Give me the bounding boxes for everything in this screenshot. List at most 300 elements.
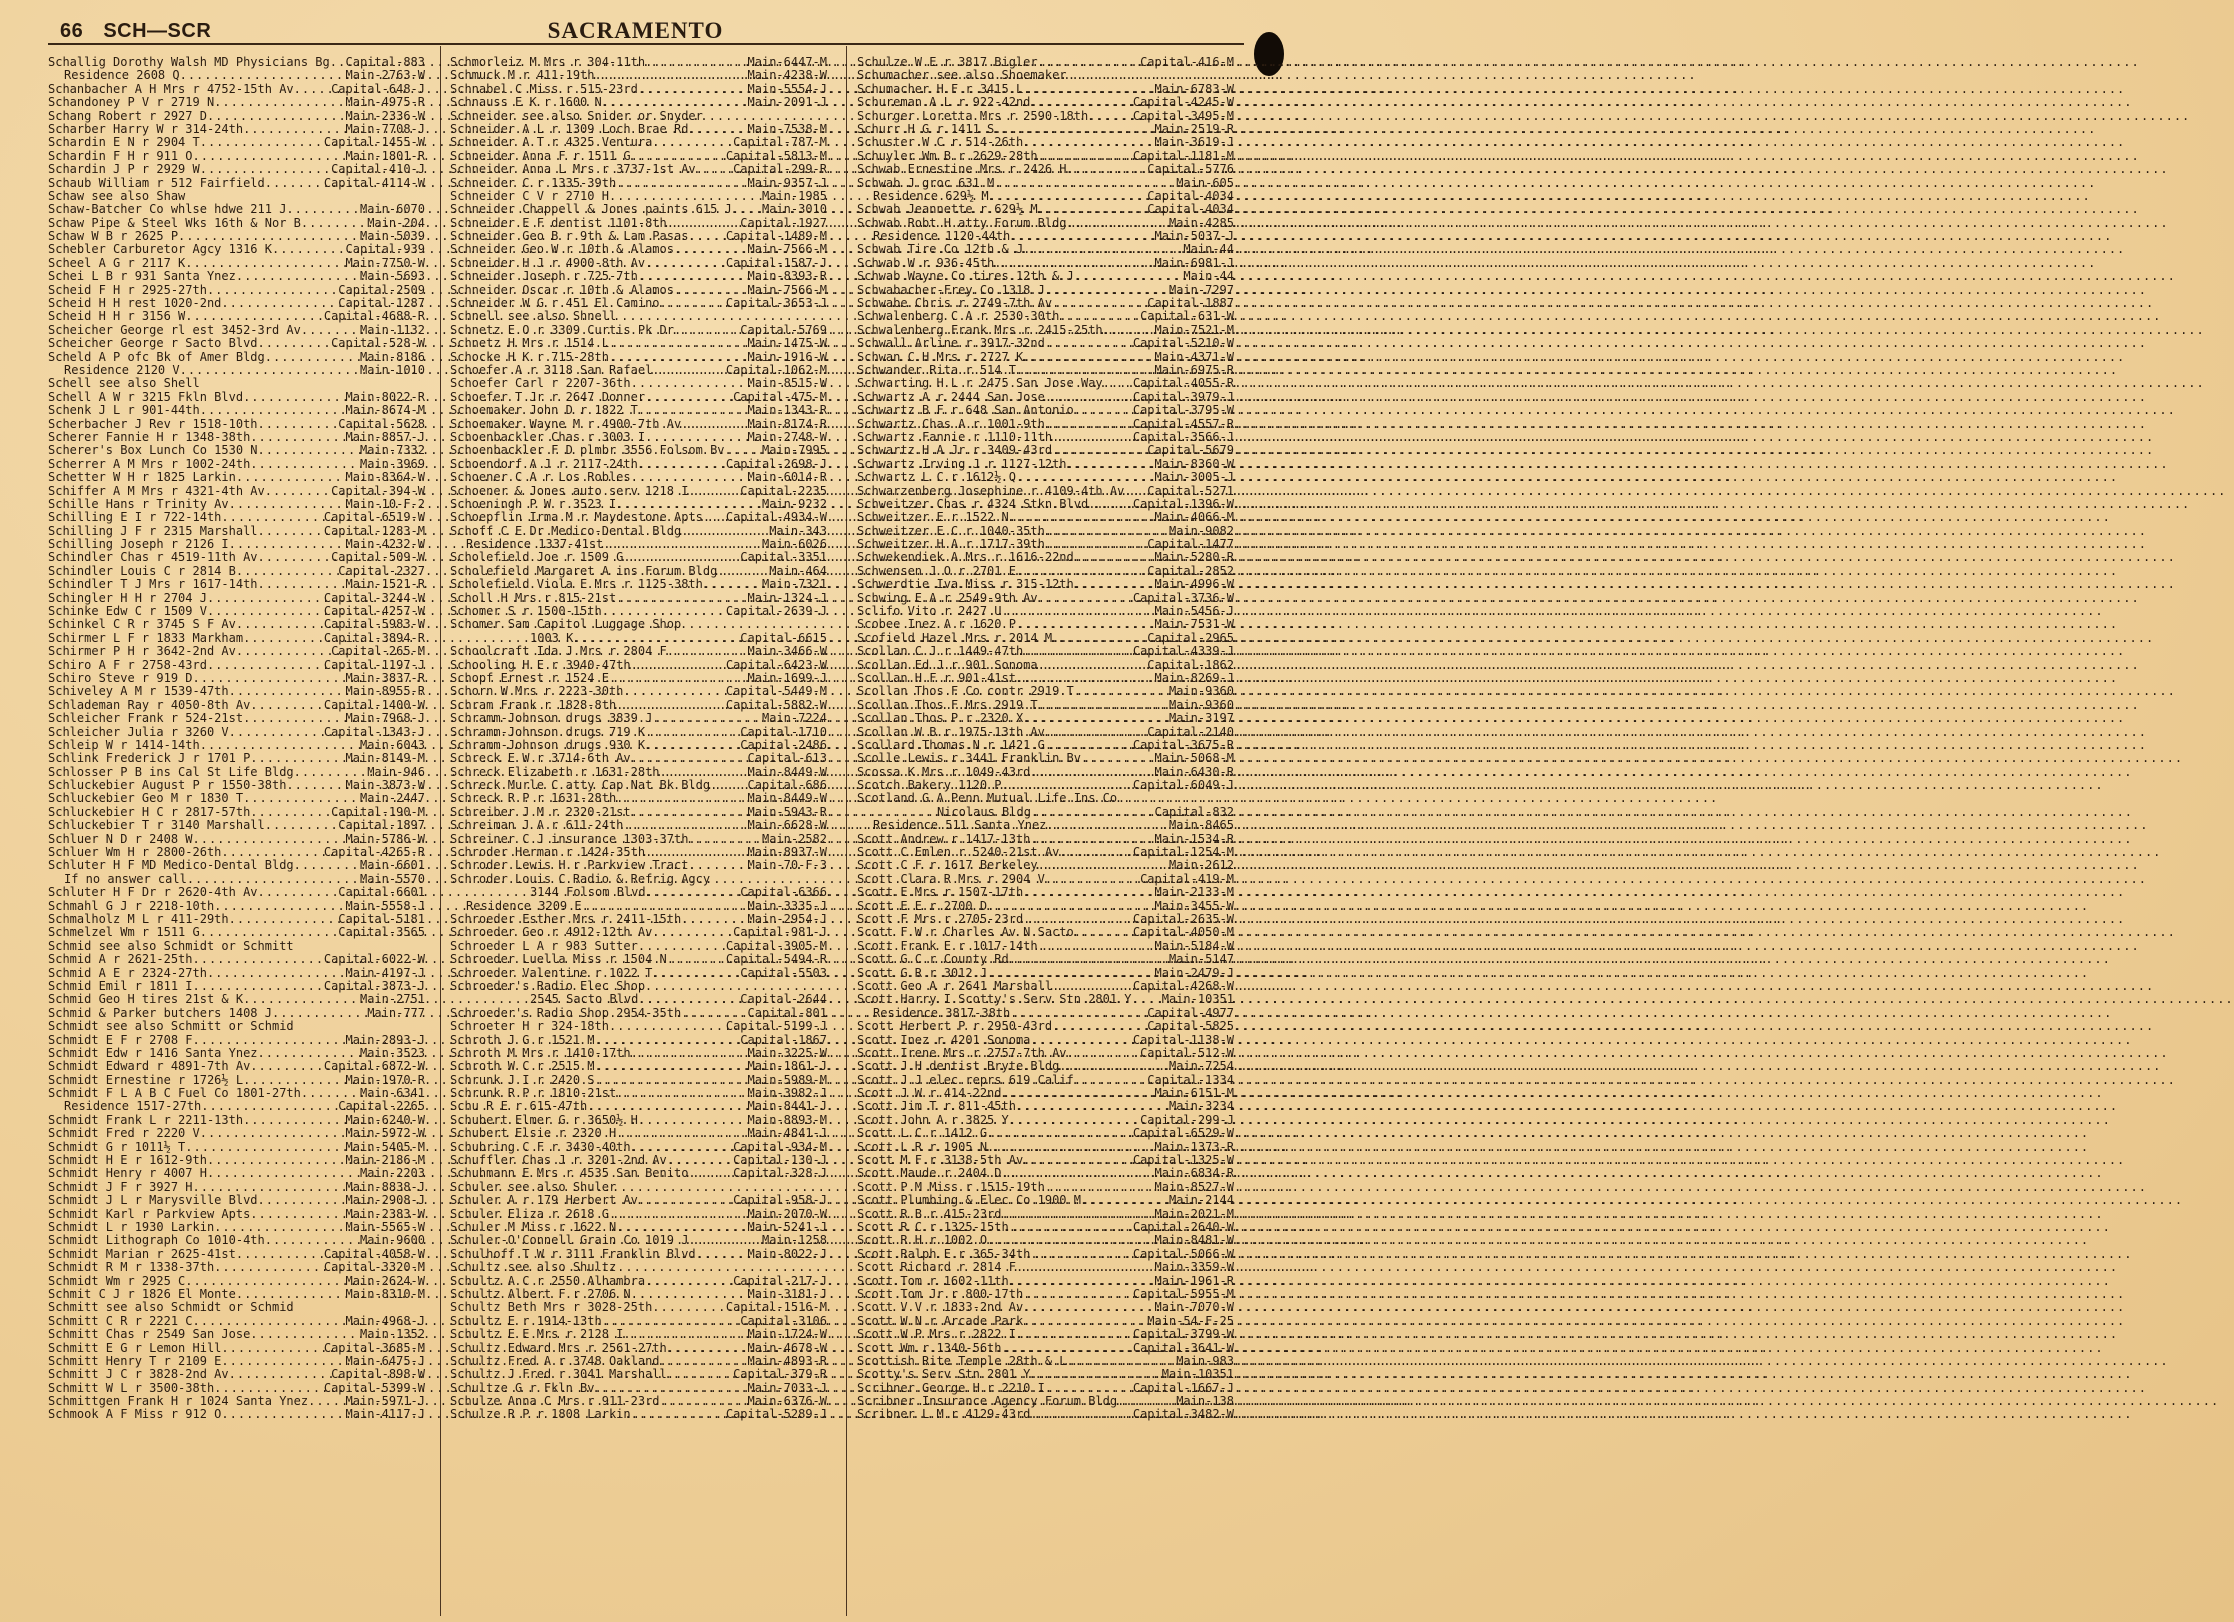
directory-entry <box>857 1368 1234 1381</box>
leader-dots <box>178 230 360 243</box>
directory-entry <box>48 1395 425 1408</box>
listing-name: Schang Robert r 2927 D <box>48 108 207 123</box>
listing-name: Scott Frank E r 1017-14th <box>857 938 1038 953</box>
directory-entry <box>857 1034 1234 1047</box>
listing-name: Schanbacher A H Mrs r 4752-15th Av <box>48 81 294 96</box>
leader-dots <box>602 605 726 618</box>
directory-entry <box>48 284 425 297</box>
leader-dots <box>180 364 360 377</box>
directory-entry <box>450 284 827 297</box>
leader-dots <box>193 1034 346 1047</box>
directory-entry <box>450 1261 827 1274</box>
leader-dots <box>1023 913 1133 926</box>
phone-number: Capital-5882-W <box>725 697 827 712</box>
phone-number: Capital-4058-W <box>323 1246 425 1261</box>
phone-number: Main-10351 <box>1161 1367 1234 1382</box>
directory-entry <box>48 685 425 698</box>
leader-dots <box>645 56 747 69</box>
leader-dots <box>229 498 346 511</box>
phone-number: Main-8364-W <box>345 470 425 485</box>
phone-number: Main-2763-W <box>345 68 425 83</box>
leader-dots <box>631 377 748 390</box>
leader-dots <box>214 1261 324 1274</box>
leader-dots <box>1023 1154 1133 1167</box>
listing-name: Schneider W G r 451 El Camino <box>450 296 660 311</box>
leader-dots <box>207 1154 346 1167</box>
phone-number: Main-2479-J <box>1154 965 1234 980</box>
phone-number: Main-1961-R <box>1154 1273 1234 1288</box>
listing-name: Schneider Joseph r 725-7th <box>450 269 638 284</box>
directory-entry <box>450 565 827 578</box>
leader-dots <box>595 1060 748 1073</box>
listing-name: Schmidt H E r 1612-9th <box>48 1153 207 1168</box>
listing-name: Schneider Oscar r 10th & Alamos <box>450 282 674 297</box>
phone-number: Capital-1897 <box>338 818 425 833</box>
directory-entry <box>450 110 827 123</box>
directory-entry <box>450 163 827 176</box>
directory-entry <box>450 752 827 765</box>
phone-number: Main-7321 <box>761 577 827 592</box>
leader-dots <box>236 565 338 578</box>
listing-name: Schwab Jeannette r 629½ M <box>857 202 1038 217</box>
directory-entry <box>857 498 1234 511</box>
listing-name: Schluter H F Dr r 2620-4th Av <box>48 885 258 900</box>
directory-entry <box>857 1315 1234 1328</box>
leader-dots <box>987 900 1154 913</box>
directory-entry <box>857 1382 1234 1395</box>
directory-entry <box>48 1141 425 1154</box>
leader-dots <box>272 1007 367 1020</box>
directory-entry <box>450 177 827 190</box>
directory-entry <box>857 726 1234 739</box>
listing-name: Scheld A P ofc Bk of Amer Bldg <box>48 349 265 364</box>
listing-name: Schroder Herman r 1424-35th <box>450 845 646 860</box>
leader-dots <box>185 1141 345 1154</box>
listing-name: Schuler see also Shuler <box>450 1179 617 1194</box>
leader-dots <box>200 1127 346 1140</box>
listing-name: Schluckebier T r 3140 Marshall <box>48 818 265 833</box>
listing-name: Scott Plumbing & Elec Co 1900 M <box>857 1193 1081 1208</box>
listing-name: Scherer's Box Lunch Co 1530 N <box>48 443 258 458</box>
phone-number: Main-8149-M <box>345 751 425 766</box>
listing-name: Schmid Emil r 1811 I <box>48 978 193 993</box>
leader-dots <box>616 1087 747 1100</box>
phone-number: Capital-5679 <box>1147 443 1234 458</box>
listing-name: Schmid A E r 2324-27th <box>48 965 207 980</box>
listing-name: Schardin J P r 2929 W <box>48 162 200 177</box>
listing-name: Scott M F r 3138-5th Av <box>857 1153 1024 1168</box>
directory-entry <box>48 605 425 618</box>
listing-name: Schwab Tire Co 12th & J <box>857 242 1024 257</box>
phone-number: Capital-3799-W <box>1132 1327 1234 1342</box>
leader-dots <box>1045 1382 1133 1395</box>
phone-number: Capital-801 <box>747 1005 827 1020</box>
listing-name: Schindler Chas r 4519-11th Av <box>48 550 258 565</box>
listing-name: Schiro A F r 2758-43rd <box>48 657 207 672</box>
listing-name: Schultz see also Shultz <box>450 1260 617 1275</box>
directory-entry <box>48 163 425 176</box>
phone-number: Main-8527-W <box>1154 1179 1234 1194</box>
listing-name: Scholl H Mrs r 815-21st <box>450 590 617 605</box>
phone-number: Main-4975-R <box>345 95 425 110</box>
leader-dots <box>1045 525 1169 538</box>
listing-name: Residence 3209 E <box>466 898 582 913</box>
directory-entry <box>450 1034 827 1047</box>
listing-name: Residence 1337-41st <box>466 537 604 552</box>
listing-name: Schramm-Johnson drugs 719 K <box>450 724 646 739</box>
directory-entry <box>857 404 1234 417</box>
phone-number: Capital-4114-W <box>323 175 425 190</box>
leader-dots <box>631 1141 733 1154</box>
listing-name: Scott G C r County Rd <box>857 952 1009 967</box>
phone-number: Main-7995 <box>761 443 827 458</box>
leader-dots <box>294 766 368 779</box>
listing-name: Scott F Mrs r 2705-23rd <box>857 912 1024 926</box>
leader-dots <box>1038 940 1155 953</box>
phone-number: Main-8838-J <box>345 1179 425 1194</box>
directory-entry <box>450 913 827 926</box>
listing-name: Schmitt Chas r 2549 San Jose <box>48 1327 251 1342</box>
leader-dots <box>250 1208 345 1221</box>
phone-number: Capital-3351 <box>740 550 827 565</box>
leader-dots <box>638 404 748 417</box>
phone-number: Main-8449-W <box>747 764 827 779</box>
leader-dots <box>688 833 762 846</box>
listing-name: Schluckebier H C r 2817-57th <box>48 804 251 819</box>
leader-dots <box>200 136 324 149</box>
directory-entry <box>857 1167 1234 1180</box>
leader-dots <box>200 163 331 176</box>
listing-name: Schreck Murle C atty Cap Nat Bk Bldg <box>450 778 711 793</box>
listing-name: Schoefer T Jr r 2647 Donner <box>450 389 646 404</box>
listing-name: Schroth M Mrs r 1410-17th <box>450 1045 631 1060</box>
leader-dots <box>631 752 748 765</box>
directory-entry <box>450 1368 827 1381</box>
leader-dots <box>1009 1275 1155 1288</box>
phone-number: Main-5241-J <box>747 1219 827 1234</box>
leader-dots <box>1045 284 1169 297</box>
leader-dots <box>645 726 740 739</box>
leader-dots <box>1016 1328 1133 1341</box>
phone-number: Main-5570 <box>359 871 425 886</box>
leader-dots <box>258 525 324 538</box>
leader-dots <box>1074 270 1184 283</box>
directory-entry <box>450 1141 827 1154</box>
listing-name: Schiro Steve r 919 D <box>48 670 193 685</box>
listing-name: Schwalenberg C A r 2530-30th <box>857 309 1060 324</box>
directory-entry <box>450 645 827 658</box>
listing-name: Schorn W Mrs r 2223-30th <box>450 684 624 699</box>
phone-number: Main-7070-W <box>1154 1300 1234 1315</box>
leader-dots <box>638 83 748 96</box>
directory-entry <box>857 846 1234 859</box>
directory-entry <box>857 953 1234 966</box>
directory-entry <box>857 485 1234 498</box>
directory-entry <box>450 940 827 953</box>
phone-number: Main-777 <box>367 1005 425 1020</box>
phone-number: Main-3225-W <box>747 1045 827 1060</box>
listing-name: Schultz Edward Mrs r 2561-27th <box>450 1340 667 1355</box>
directory-entry <box>450 1288 827 1301</box>
phone-number: Main-8481-W <box>1154 1233 1234 1248</box>
directory-entry <box>450 310 827 323</box>
directory-entry <box>857 1007 1234 1020</box>
directory-entry <box>48 1127 425 1140</box>
listing-name: Scollan W B r 1975-13th Av <box>857 724 1045 739</box>
phone-number: Main-7538-M <box>747 121 827 136</box>
leader-dots <box>1016 471 1155 484</box>
directory-entry <box>450 270 827 283</box>
directory-entry <box>857 886 1234 899</box>
listing-name: Scott F W r Charles Av N Sacto <box>857 925 1074 940</box>
leader-dots <box>250 431 345 444</box>
leader-dots <box>703 511 726 524</box>
phone-number: Capital-3653-J <box>725 296 827 311</box>
phone-number: Main-6026 <box>761 537 827 552</box>
directory-entry <box>48 177 425 190</box>
leader-dots <box>1074 551 1155 564</box>
phone-number: Main-1985 <box>761 188 827 203</box>
listing-name: Schoemaker Wayne M r 4900-7th Av <box>450 416 682 431</box>
directory-entry <box>48 243 425 256</box>
phone-number: Main-1324-J <box>747 590 827 605</box>
listing-name: Scott Tom Jr r 800-17th <box>857 1286 1024 1301</box>
phone-number: Main-10-F-2 <box>345 496 425 511</box>
leader-dots <box>250 699 324 712</box>
listing-name: Schille Hans r Trinity Av <box>48 496 229 511</box>
phone-number: Capital-1138-W <box>1132 1032 1234 1047</box>
phone-number: Capital-3795-W <box>1132 403 1234 418</box>
phone-number: Capital-832 <box>1154 804 1234 819</box>
leader-dots <box>1023 1301 1154 1314</box>
leader-dots <box>1016 618 1155 631</box>
listing-name: Schroeter H r 324-18th <box>450 1019 609 1034</box>
listing-name: Schmitt see also Schmidt or Schmid <box>48 1300 294 1315</box>
phone-number: Capital-2852 <box>1147 563 1234 578</box>
listing-name: Scheid F H r 2925-27th <box>48 282 207 297</box>
phone-number: Main-5280-R <box>1154 550 1234 565</box>
phone-number: Main-5943-R <box>747 804 827 819</box>
listing-name: Schmidt G r 1011½ T <box>48 1139 186 1154</box>
phone-number: Main-2751 <box>359 992 425 1007</box>
directory-entry <box>857 1154 1234 1167</box>
phone-number: Capital-6423-W <box>725 657 827 672</box>
directory-entry <box>450 1047 827 1060</box>
phone-number: Main-1521-R <box>345 577 425 592</box>
phone-number: Main-605 <box>1176 175 1234 190</box>
directory-entry <box>857 1127 1234 1140</box>
leader-dots <box>243 792 360 805</box>
leader-dots <box>1023 1315 1147 1328</box>
phone-number: Capital-981-J <box>733 925 827 940</box>
phone-number: Capital-6872-W <box>323 1059 425 1074</box>
phone-number: Capital-3565 <box>338 925 425 940</box>
leader-dots <box>286 779 345 792</box>
phone-number: Main-4893-R <box>747 1353 827 1368</box>
listing-name: Schroth W C r 2515 M <box>450 1059 595 1074</box>
phone-number: Capital-5181 <box>338 912 425 926</box>
listing-name: Schroth J G r 1521 M <box>450 1032 595 1047</box>
leader-dots <box>1023 886 1154 899</box>
phone-number: Main-44 <box>1183 242 1234 257</box>
directory-entry <box>48 498 425 511</box>
directory-entry <box>48 766 425 779</box>
leader-dots <box>1059 846 1133 859</box>
listing-name: Schlosser P B ins Cal St Life Bldg <box>48 764 294 779</box>
listing-name: Schroeder Luella Miss r 1504 N <box>450 952 667 967</box>
leader-dots <box>587 1100 747 1113</box>
directory-entry <box>450 672 827 685</box>
directory-entry <box>450 1007 827 1020</box>
directory-entry <box>48 578 425 591</box>
phone-number: Capital-3106 <box>740 1313 827 1328</box>
phone-number: Capital-1343-J <box>323 724 425 739</box>
phone-number: Main-3619-J <box>1154 135 1234 150</box>
directory-entry <box>450 699 827 712</box>
directory-entry <box>48 1288 425 1301</box>
phone-number: Capital-934-M <box>733 1139 827 1154</box>
directory-entry <box>857 672 1234 685</box>
directory-entry <box>857 284 1234 297</box>
listing-name: Schoemaker John D r 1822 T <box>450 403 638 418</box>
leader-dots <box>645 1275 733 1288</box>
phone-number: Main-2893-J <box>345 1032 425 1047</box>
directory-entry <box>857 243 1234 256</box>
directory-entry <box>48 913 425 926</box>
listing-name: Schmitt W L r 3500-38th <box>48 1380 215 1395</box>
phone-number: Main-70-F-3 <box>747 858 827 873</box>
phone-number: Capital-328-J <box>733 1166 827 1181</box>
leader-dots <box>229 685 346 698</box>
listing-name: Scott C Emlen r 5240-21st Av <box>857 845 1060 860</box>
phone-number: Main-5405-M <box>345 1139 425 1154</box>
directory-entry <box>48 1114 425 1127</box>
leader-dots <box>1009 953 1169 966</box>
phone-number: Main-4678-W <box>747 1340 827 1355</box>
leader-dots <box>638 270 748 283</box>
directory-entry <box>450 123 827 136</box>
listing-name: Schroeder L A r 983 Sutter <box>450 938 638 953</box>
directory-entry <box>857 1408 1234 1421</box>
phone-number: Capital-3894-R <box>323 630 425 645</box>
leader-dots <box>638 458 726 471</box>
directory-entry <box>857 444 1234 457</box>
directory-entry <box>450 377 827 390</box>
leader-dots <box>221 1355 345 1368</box>
leader-dots <box>193 672 346 685</box>
directory-entry <box>857 752 1234 765</box>
phone-number: Capital-1283-M <box>323 523 425 538</box>
listing-name: Scollard Thomas N r 1421 G <box>857 737 1045 752</box>
leader-dots <box>688 859 747 872</box>
phone-number: Main-7224 <box>761 711 827 726</box>
leader-dots <box>688 1167 733 1180</box>
phone-number: Main-2447 <box>359 791 425 806</box>
directory-entry <box>857 1074 1234 1087</box>
listing-name: Schell see also Shell <box>48 376 200 391</box>
phone-number: Capital-631-W <box>1140 309 1234 324</box>
phone-number: Main-3837-R <box>345 670 425 685</box>
leader-dots <box>1030 833 1154 846</box>
leader-dots <box>250 458 360 471</box>
directory-entry <box>857 297 1234 310</box>
leader-dots <box>595 69 748 82</box>
leader-dots <box>207 592 324 605</box>
directory-entry <box>857 190 1234 203</box>
directory-entry <box>48 1248 425 1261</box>
listing-name: Schmidt Fred r 2220 V <box>48 1126 200 1141</box>
phone-number: Capital-1254-M <box>1132 845 1234 860</box>
leader-dots <box>330 56 346 69</box>
phone-number: Capital-883 <box>345 55 425 69</box>
phone-number: Capital-394-W <box>331 483 425 498</box>
listing-name: Scholefield Joe r 1509 G <box>450 550 624 565</box>
leader-dots <box>250 1060 324 1073</box>
leader-dots <box>1038 699 1169 712</box>
directory-entry <box>857 873 1234 886</box>
leader-dots <box>265 485 331 498</box>
listing-name: Schardin F H r 911 O <box>48 148 193 163</box>
listing-name: Schubert Elmer G r 3650½ H <box>450 1112 638 1127</box>
listing-name: Schmook A F Miss r 912 O <box>48 1407 222 1422</box>
listing-name: Schluer N D r 2408 W <box>48 831 193 846</box>
leader-dots <box>681 525 769 538</box>
phone-number: Main-5147 <box>1168 952 1234 967</box>
listing-name: Schwartz Fannie r 1110-11th <box>857 429 1053 444</box>
leader-dots <box>185 310 324 323</box>
directory-entry <box>48 364 425 377</box>
leader-dots <box>1030 1368 1161 1381</box>
listing-name: Residence 2608 Q <box>64 68 180 83</box>
directory-entry <box>48 1194 425 1207</box>
directory-entry <box>450 471 827 484</box>
directory-entry <box>857 993 1234 1006</box>
listing-name: Schoepflin Irma M r Maydestone Apts <box>450 510 703 525</box>
listing-name: Schmittgen Frank H r 1024 Santa Ynez <box>48 1394 309 1409</box>
directory-entry <box>857 418 1234 431</box>
leader-dots <box>1016 672 1155 685</box>
directory-entry <box>450 83 827 96</box>
directory-entry <box>857 1342 1234 1355</box>
leader-dots <box>710 779 747 792</box>
phone-number: Capital-1062-M <box>725 362 827 377</box>
directory-entry <box>450 69 827 82</box>
listing-name: Scribner L M r 4129-43rd <box>857 1407 1031 1422</box>
directory-entry <box>857 900 1234 913</box>
listing-name: Scholefield Margaret A ins Forum Bldg <box>450 563 718 578</box>
directory-entry <box>857 310 1234 323</box>
directory-entry <box>450 900 827 913</box>
phone-number: Main-1373-R <box>1154 1139 1234 1154</box>
leader-dots <box>272 243 346 256</box>
leader-dots <box>250 806 331 819</box>
leader-dots <box>609 351 748 364</box>
phone-number: Main-1916-W <box>747 349 827 364</box>
phone-number: Main-3010 <box>761 202 827 217</box>
listing-name: Schurger Loretta Mrs r 2590-18th <box>857 108 1089 123</box>
phone-number: Capital-4034 <box>1147 188 1234 203</box>
directory-entry <box>450 926 827 939</box>
listing-name: Schultz Fred A r 3748 Oakland <box>450 1353 660 1368</box>
directory-entry <box>48 659 425 672</box>
leader-dots <box>243 632 324 645</box>
directory-entry <box>450 56 827 69</box>
phone-number: Main-5456-J <box>1154 604 1234 619</box>
listing-name: Schleicher Frank r 524-21st <box>48 711 244 726</box>
leader-dots <box>214 1221 345 1234</box>
listing-name: Schwalenberg Frank Mrs r 2415-25th <box>857 322 1103 337</box>
listing-name: Schmidt Ernestine r 1726½ L <box>48 1072 244 1087</box>
